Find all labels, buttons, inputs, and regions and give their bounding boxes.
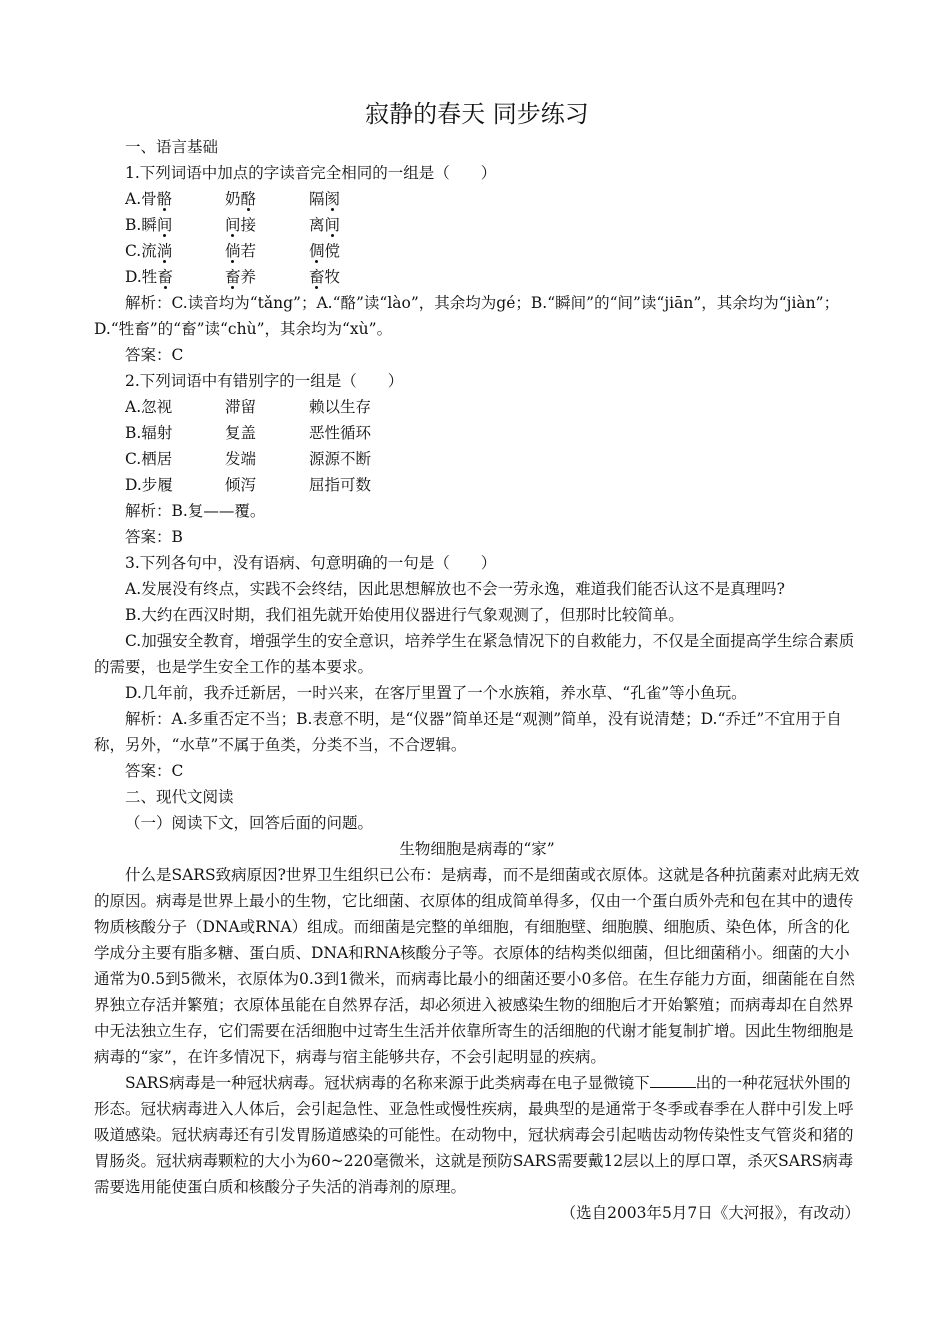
- option-row: A.骨骼 奶酪 隔阂: [125, 190, 341, 208]
- analysis-text: 解析：C.读音均为“tǎng”；A.“酪”读“lào”，其余均为gé；B.“瞬间”的“间”读“jiān”，其余均为“jiàn”；D.“牲畜”的“畜”读“chù”，其余均为“xù”。: [94, 294, 840, 338]
- answer-text: 答案：C: [125, 346, 184, 364]
- option-text: A.发展没有终点，实践不会终结，因此思想解放也不会一劳永逸，难道我们能否认这不是真理吗?: [125, 580, 785, 598]
- dotted-char: 畜: [157, 268, 173, 286]
- dotted-char: 间: [324, 216, 341, 234]
- dotted-char: 间: [156, 216, 173, 234]
- dotted-char: 酪: [240, 190, 257, 208]
- dotted-char: 畜: [309, 268, 325, 286]
- answer-text: 答案：B: [125, 528, 183, 546]
- fill-blank[interactable]: [650, 1073, 696, 1088]
- option-row: B.瞬间 间接 离间: [125, 216, 341, 234]
- analysis-text: 解析：A.多重否定不当；B.表意不明，是“仪器”简单还是“观测”简单，没有说清楚；D.“乔迁”不宜用于自称，另外，“水草”不属于鱼类，分类不当，不合逻辑。: [94, 710, 842, 754]
- dotted-char: 间: [225, 216, 241, 234]
- reading-instruction: （一）阅读下文，回答后面的问题。: [125, 814, 374, 832]
- dotted-char: 倜: [309, 242, 325, 260]
- doc-title: 寂静的春天 同步练习: [365, 100, 589, 128]
- option-row: A.忽视 滞留 赖以生存: [125, 398, 372, 416]
- option-row: D.步履 倾泻 屈指可数: [125, 476, 372, 494]
- document: [94, 96, 860, 1226]
- option-text: B.大约在西汉时期，我们祖先就开始使用仪器进行气象观测了，但那时比较简单。: [125, 606, 684, 624]
- answer-text: 答案：C: [125, 762, 184, 780]
- article-source: （选自2003年5月7日《大河报》，有改动）: [560, 1204, 860, 1222]
- option-text: C.加强安全教育，增强学生的安全意识，培养学生在紧急情况下的自救能力，不仅是全面提高学生综合素质的需要，也是学生安全工作的基本要求。: [94, 632, 855, 676]
- analysis-text: 解析：B.复——覆。: [125, 502, 266, 520]
- article-paragraph: 什么是SARS致病原因?世界卫生组织已公布：是病毒，而不是细菌或衣原体。这就是各种抗菌素对此病无效的原因。病毒是世界上最小的生物，它比细菌、衣原体的组成简单得多，仅由一个蛋白质外壳和包在其中的遗传物质核酸分子（DNA或RNA）组成。而细菌是完整的单细胞，有细胞壁、细胞膜、细胞质、染色体，所含的化学成分主要有脂多糖、蛋白质、DNA和RNA核酸分子等。衣原体的结构类似细菌，但比细菌稍小。细菌的大小通常为0.5到5微米，衣原体为0.3到1微米，而病毒比最小的细菌还要小0多倍。在生存能力方面，细菌能在自然界独立存活并繁殖；衣原体虽能在自然界存活，却必须进入被感染生物的细胞后才开始繁殖；而病毒却在自然界中无法独立生存，它们需要在活细胞中过寄生生活并依靠所寄生的活细胞的代谢才能复制扩增。因此生物细胞是病毒的“家”，在许多情况下，病毒与宿主能够共存，不会引起明显的疾病。: [94, 866, 860, 1066]
- question-stem: 1.下列词语中加点的字读音完全相同的一组是（ ）: [125, 164, 497, 182]
- option-row: C.流淌 倘若 倜傥: [125, 242, 341, 260]
- option-row: B.辐射 复盖 恶性循环: [125, 424, 372, 442]
- dotted-char: 淌: [156, 242, 173, 260]
- article-paragraph: SARS病毒是一种冠状病毒。冠状病毒的名称来源于此类病毒在电子显微镜下 出的一种花冠状外围的形态。冠状病毒进入人体后，会引起急性、亚急性或慢性疾病，最典型的是通常于冬季或春季在人群中引发上呼吸道感染。冠状病毒还有引发胃肠道感染的可能性。在动物中，冠状病毒会引起啮齿动物传染性支气管炎和猪的胃肠炎。冠状病毒颗粒的大小为60~220毫微米，这就是预防SARS需要戴12层以上的厚口罩，杀灭SARS病毒需要选用能使蛋白质和核酸分子失活的消毒剂的原理。: [94, 1074, 854, 1196]
- dotted-char: 骼: [156, 190, 173, 208]
- option-row: C.栖居 发端 源源不断: [125, 450, 372, 468]
- option-text: D.几年前，我乔迁新居，一时兴来，在客厅里置了一个水族箱，养水草、“孔雀”等小鱼玩。: [125, 684, 747, 702]
- question-stem: 2.下列词语中有错别字的一组是（ ）: [125, 372, 404, 390]
- article-title: 生物细胞是病毒的“家”: [399, 840, 555, 858]
- section-heading: 二、现代文阅读: [125, 788, 234, 806]
- dotted-char: 倘: [225, 242, 241, 260]
- section-heading: 一、语言基础: [125, 138, 219, 156]
- dotted-char: 阂: [324, 190, 341, 208]
- option-row: D.牲畜 畜养 畜牧: [125, 268, 341, 286]
- dotted-char: 畜: [225, 268, 241, 286]
- question-stem: 3.下列各句中，没有语病、句意明确的一句是（ ）: [125, 554, 497, 572]
